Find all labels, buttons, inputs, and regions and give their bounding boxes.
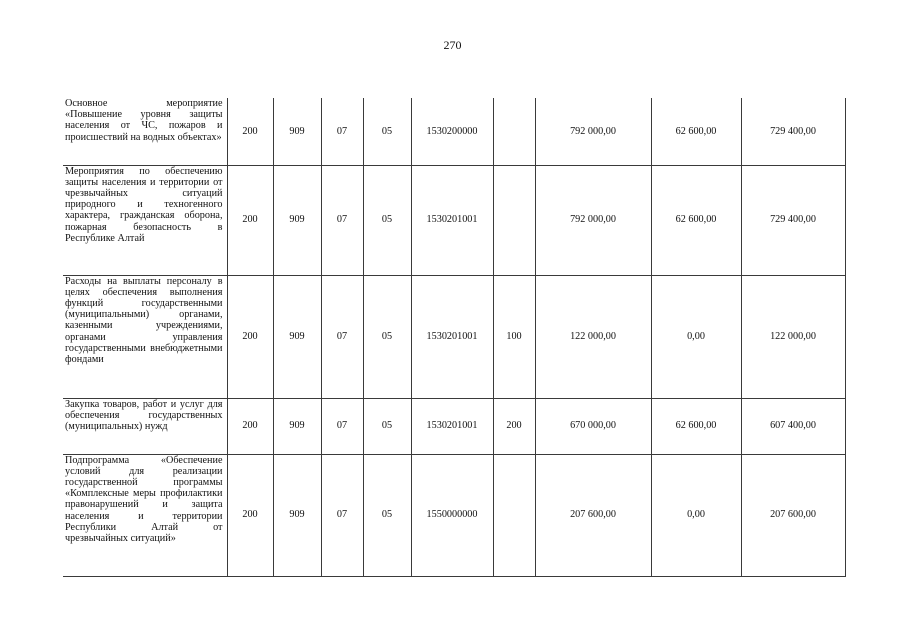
ministry-code: 909 [273,398,321,454]
target-article: 1550000000 [411,454,493,576]
target-article: 1530200000 [411,98,493,165]
ministry-code: 909 [273,275,321,398]
section-code: 07 [321,275,363,398]
target-article: 1530201001 [411,275,493,398]
admin-code: 200 [227,165,273,275]
admin-code: 200 [227,275,273,398]
row-description: Основное мероприятие «Повышение уровня защиты населения от ЧС, пожаров и происшествий на водных объектах» [63,98,227,165]
regional-amount: 122 000,00 [741,275,845,398]
page-number: 270 [443,38,462,52]
expense-type [493,165,535,275]
expense-type [493,98,535,165]
table-row [63,454,845,576]
subsection-code: 05 [363,398,411,454]
admin-code: 200 [227,98,273,165]
table-row [63,275,845,398]
total-amount: 792 000,00 [535,98,651,165]
section-code: 07 [321,454,363,576]
ministry-code: 909 [273,454,321,576]
ministry-code: 909 [273,165,321,275]
row-description: Закупка товаров, работ и услуг для обеспечения государственных (муниципальных) нужд [63,398,227,454]
total-amount: 670 000,00 [535,398,651,454]
regional-amount: 729 400,00 [741,98,845,165]
row-description: Подпрограмма «Обеспечение условий для реализации государственной программы «Комплексные меры профилактики правонарушений и защита населения и территории Республики Алтай от чрезвычайных ситуаций» [63,454,227,576]
subsection-code: 05 [363,454,411,576]
row-description: Расходы на выплаты персоналу в целях обеспечения выполнения функций государственными (муниципальными) органами, казенными учреждениями, органами управления государственными внебюджетными фондами [63,275,227,398]
section-code: 07 [321,98,363,165]
target-article: 1530201001 [411,398,493,454]
total-amount: 792 000,00 [535,165,651,275]
federal-amount: 62 600,00 [651,98,741,165]
regional-amount: 607 400,00 [741,398,845,454]
subsection-code: 05 [363,165,411,275]
regional-amount: 729 400,00 [741,165,845,275]
federal-amount: 0,00 [651,275,741,398]
federal-amount: 62 600,00 [651,398,741,454]
target-article: 1530201001 [411,165,493,275]
federal-amount: 0,00 [651,454,741,576]
table-row [63,398,845,454]
expense-type: 100 [493,275,535,398]
total-amount: 122 000,00 [535,275,651,398]
row-description: Мероприятия по обеспечению защиты населения и территории от чрезвычайных ситуаций природного и техногенного характера, гражданская оборона, пожарная безопасность в Республике Алтай [63,165,227,275]
section-code: 07 [321,165,363,275]
admin-code: 200 [227,398,273,454]
subsection-code: 05 [363,98,411,165]
expense-type: 200 [493,398,535,454]
total-amount: 207 600,00 [535,454,651,576]
table-row [63,165,845,275]
federal-amount: 62 600,00 [651,165,741,275]
section-code: 07 [321,398,363,454]
regional-amount: 207 600,00 [741,454,845,576]
table-row [63,98,845,165]
admin-code: 200 [227,454,273,576]
ministry-code: 909 [273,98,321,165]
budget-table [63,98,846,577]
subsection-code: 05 [363,275,411,398]
expense-type [493,454,535,576]
